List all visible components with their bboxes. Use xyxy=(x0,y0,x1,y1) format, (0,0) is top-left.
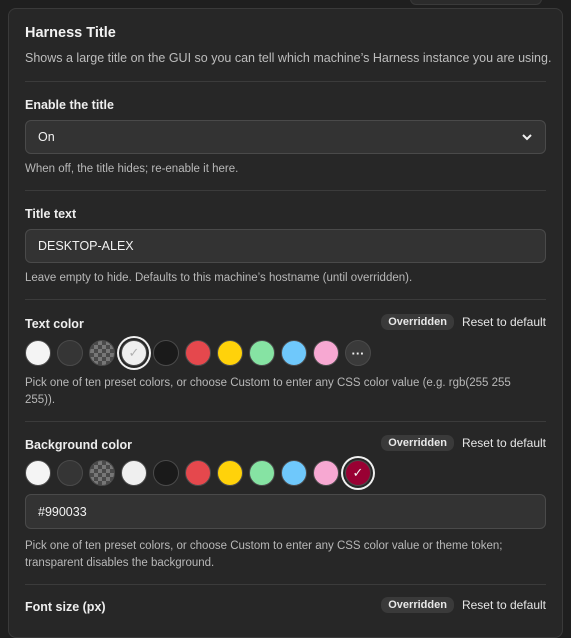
settings-panel xyxy=(8,8,563,638)
overridden-badge: Overridden xyxy=(381,597,454,613)
background-color-help-line: Pick one of ten preset colors, or choose Custom to enter any CSS color value or theme token; xyxy=(25,540,503,552)
title-text-help: Leave empty to hide. Defaults to this machine’s hostname (until overridden). xyxy=(25,272,413,284)
background-color-swatch-pink[interactable] xyxy=(313,460,339,486)
enable-title-value: On xyxy=(38,130,55,144)
overridden-badge: Overridden xyxy=(381,435,454,451)
background-color-swatch-white[interactable] xyxy=(25,460,51,486)
background-color-help-line: transparent disables the background. xyxy=(25,557,215,569)
background-color-swatch-yellow[interactable] xyxy=(217,460,243,486)
reset-to-default-link[interactable]: Reset to default xyxy=(461,598,546,612)
background-color-swatch-green[interactable] xyxy=(249,460,275,486)
divider xyxy=(25,584,546,585)
section-title: Harness Title xyxy=(25,25,116,41)
text-color-swatch-custom[interactable] xyxy=(345,340,371,366)
more-icon: ··· xyxy=(351,345,365,361)
divider xyxy=(25,421,546,422)
text-color-swatch-yellow[interactable] xyxy=(217,340,243,366)
text-color-swatch-green[interactable] xyxy=(249,340,275,366)
top-tab-edge xyxy=(410,0,542,5)
title-text-value: DESKTOP-ALEX xyxy=(38,239,134,253)
background-color-swatch-red[interactable] xyxy=(185,460,211,486)
divider xyxy=(25,81,546,82)
background-color-actions xyxy=(381,435,546,451)
text-color-swatch-light[interactable] xyxy=(121,340,147,366)
enable-title-label: Enable the title xyxy=(25,98,114,112)
enable-title-help: When off, the title hides; re-enable it here. xyxy=(25,163,239,175)
background-color-swatch-blue[interactable] xyxy=(281,460,307,486)
background-color-swatch-custom[interactable] xyxy=(345,460,371,486)
text-color-swatch-white[interactable] xyxy=(25,340,51,366)
text-color-help xyxy=(25,375,511,409)
overridden-badge: Overridden xyxy=(381,314,454,330)
text-color-swatch-blue[interactable] xyxy=(281,340,307,366)
text-color-help-line: Pick one of ten preset colors, or choose Custom to enter any CSS color value (e.g. rgb(255 255 xyxy=(25,377,511,389)
title-text-input[interactable] xyxy=(25,229,546,263)
background-color-swatch-black[interactable] xyxy=(153,460,179,486)
section-description: Shows a large title on the GUI so you can tell which machine’s Harness instance you are using. xyxy=(25,51,552,65)
text-color-label: Text color xyxy=(25,317,84,331)
background-color-swatches xyxy=(25,460,371,486)
chevron-down-icon xyxy=(521,131,533,143)
title-text-label: Title text xyxy=(25,207,77,221)
checkmark-icon: ✓ xyxy=(352,465,364,480)
divider xyxy=(25,190,546,191)
text-color-swatch-red[interactable] xyxy=(185,340,211,366)
text-color-help-line: 255)). xyxy=(25,394,56,406)
background-color-input[interactable] xyxy=(25,494,546,529)
text-color-swatch-black[interactable] xyxy=(153,340,179,366)
background-color-swatch-transparent[interactable] xyxy=(89,460,115,486)
checkmark-icon: ✓ xyxy=(128,345,140,360)
divider xyxy=(25,299,546,300)
reset-to-default-link[interactable]: Reset to default xyxy=(461,436,546,450)
reset-to-default-link[interactable]: Reset to default xyxy=(461,315,546,329)
text-color-swatches xyxy=(25,340,371,366)
text-color-swatch-pink[interactable] xyxy=(313,340,339,366)
font-size-label: Font size (px) xyxy=(25,600,106,614)
enable-title-select[interactable] xyxy=(25,120,546,154)
background-color-help xyxy=(25,538,503,572)
text-color-swatch-transparent[interactable] xyxy=(89,340,115,366)
background-color-swatch-light[interactable] xyxy=(121,460,147,486)
background-color-swatch-dark[interactable] xyxy=(57,460,83,486)
background-color-value: #990033 xyxy=(38,504,87,519)
text-color-swatch-dark[interactable] xyxy=(57,340,83,366)
text-color-actions xyxy=(381,314,546,330)
background-color-label: Background color xyxy=(25,438,132,452)
font-size-actions xyxy=(381,597,546,613)
